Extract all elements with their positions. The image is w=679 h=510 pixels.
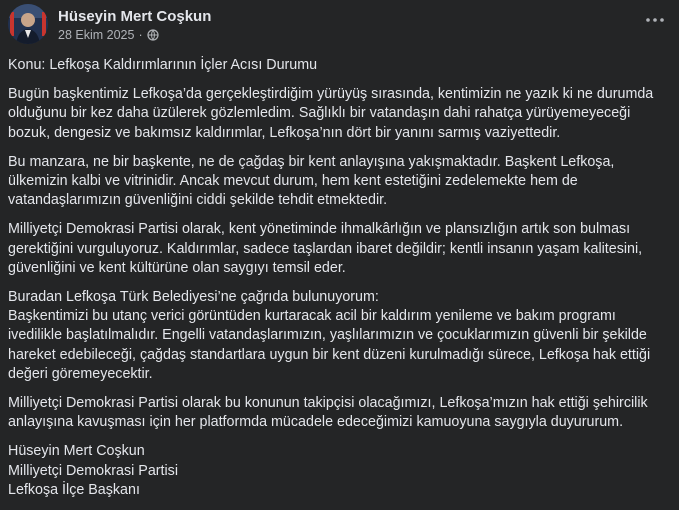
avatar[interactable] <box>8 4 48 44</box>
post-date[interactable]: 28 Ekim 2025 <box>58 28 135 42</box>
post-line: Başkentimizi bu utanç verici görüntüden kurtaracak acil bir kaldırım yenileme ve bakım programı <box>8 308 616 325</box>
post-line: hareket edebileceği, çağdaş standartlara uygun bir kent düzeni kurulmadığı sürece, Lefkoşa hak ettiği <box>8 346 651 363</box>
post-line: olduğunu bir kez daha üzülerek gözlemledim. Sağlıklı bir vatandaşın dahi rahatça yürüyemeyeceği <box>8 105 631 122</box>
author-name[interactable]: Hüseyin Mert Coşkun <box>58 8 212 25</box>
signature-title: Lefkoşa İlçe Başkanı <box>8 481 140 498</box>
post-line: Milliyetçi Demokrasi Partisi olarak, kent yönetiminde ihmalkârlığın ve plansızlığın artık son bulması <box>8 221 631 238</box>
more-options-button[interactable] <box>643 12 667 28</box>
signature-name: Hüseyin Mert Coşkun <box>8 443 145 460</box>
post-line: anlayışına kavuşması için her platformda mücadele edeceğimizi kamuoyuna saygıyla duyururum. <box>8 414 624 431</box>
post-line: bozuk, dengesiz ve bakımsız kaldırımlar, Lefkoşa’nın dört bir yanını sarmış vaziyettedir. <box>8 124 561 141</box>
post-paragraph <box>8 394 672 432</box>
post-line: güvenliğini ve kent kültürüne olan saygıyı temsil eder. <box>8 259 346 276</box>
meta-separator: · <box>138 28 143 42</box>
post-line: Milliyetçi Demokrasi Partisi olarak bu konunun takipçisi olacağımızı, Lefkoşa’mızın hak ettiği şehircilik <box>8 395 648 412</box>
post-line: ivedilikle başlatılmalıdır. Engelli vatandaşlarımızın, yaşlılarımızın ve çocuklarımızın güvenli bir şekilde <box>8 327 647 344</box>
post-paragraph <box>8 153 672 211</box>
ellipsis-icon <box>646 18 664 22</box>
post-text <box>8 56 672 510</box>
post-paragraph <box>8 220 672 278</box>
post-meta <box>58 28 159 42</box>
post-line: vatandaşlarımızın güvenliğini ciddi şekilde tehdit etmektedir. <box>8 192 388 209</box>
post-line: Buradan Lefkoşa Türk Belediyesi’ne çağrıda bulunuyorum: <box>8 289 379 306</box>
globe-icon[interactable] <box>147 29 159 41</box>
post-paragraph <box>8 288 672 384</box>
post-paragraph <box>8 56 672 75</box>
post-line: değeri göremeyecektir. <box>8 365 153 382</box>
post-signature <box>8 442 672 500</box>
post-line: Konu: Lefkoşa Kaldırımlarının İçler Acısı Durumu <box>8 57 318 73</box>
post-line: ülkemizin kalbi ve vitrinidir. Ancak mevcut durum, hem kent estetiğini zedelemekte hem de <box>8 173 578 190</box>
signature-party: Milliyetçi Demokrasi Partisi <box>8 462 178 479</box>
avatar-image <box>8 4 48 44</box>
post-line: Bu manzara, ne bir başkente, ne de çağdaş bir kent anlayışına yakışmaktadır. Başkent Lefkoşa, <box>8 153 615 170</box>
post-paragraph <box>8 85 672 143</box>
post-line: gerektiğini vurguluyoruz. Kaldırımlar, sadece taşlardan ibaret değildir; kentli insanın yaşam kalitesini, <box>8 240 643 257</box>
post-line: Bugün başkentimiz Lefkoşa’da gerçekleştirdiğim yürüyüş sırasında, kentimizin ne yazık ki ne durumda <box>8 86 654 103</box>
